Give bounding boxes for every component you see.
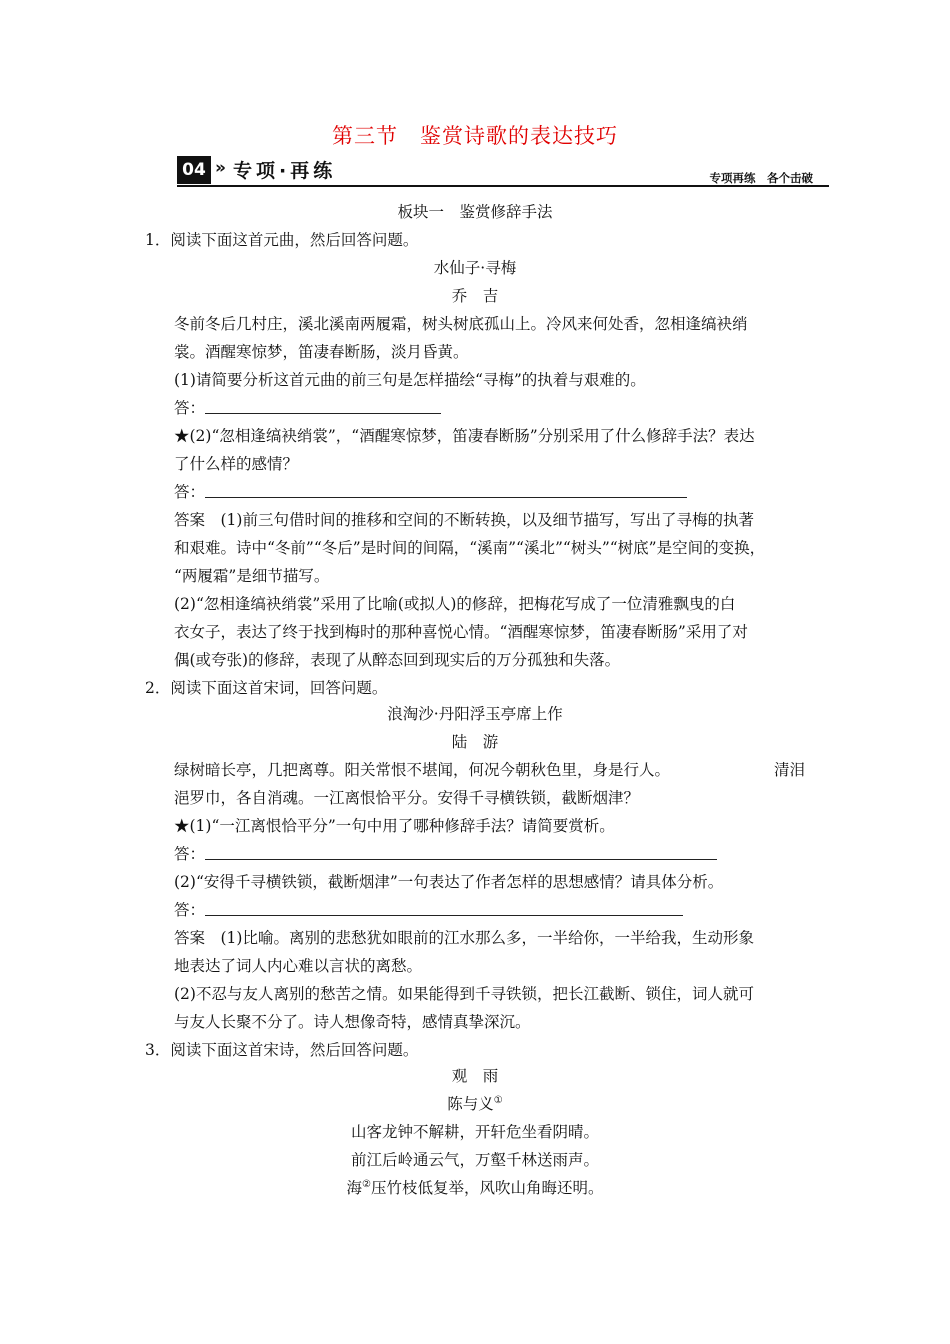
q3-line3-rest: 压竹枝低复举，风吹山角晦还明。	[370, 1179, 604, 1197]
q2-author: 陆 游	[451, 733, 499, 751]
banner-rule	[177, 185, 829, 187]
banner-number: 04	[177, 156, 211, 184]
q1-answer-line-1	[174, 396, 441, 418]
section-title: 板块一 鉴赏修辞手法	[397, 203, 553, 221]
q1-intro: 1．阅读下面这首元曲，然后回答问题。	[145, 231, 419, 249]
answer-blank[interactable]	[205, 496, 687, 498]
q3-line3-start: 海	[346, 1179, 363, 1197]
q2-answer-text-4: 与友人长聚不分了。诗人想像奇特，感情真挚深沉。	[174, 1013, 531, 1031]
q3-poem-line-2: 前江后岭通云气，万壑千林送雨声。	[350, 1151, 599, 1169]
banner-heading: 专项·再练	[233, 160, 337, 182]
q3-poem-line-3	[0, 1176, 950, 1198]
q1-answer-text-5: 衣女子，表达了终于找到梅时的那种喜悦心情。“酒醒寒惊梦，笛凄春断肠”采用了对	[174, 623, 748, 641]
q1-poem-title: 水仙子·寻梅	[433, 259, 517, 277]
q2-poem-title: 浪淘沙·丹阳浮玉亭席上作	[387, 705, 563, 723]
q2-sub-question-2: (2)“安得千寻横铁锁，截断烟津”一句表达了作者怎样的思想感情？请具体分析。	[174, 873, 724, 891]
q1-poem-line-2: 裳。酒醒寒惊梦，笛凄春断肠，淡月昏黄。	[174, 343, 469, 361]
section-banner	[177, 152, 829, 188]
q2-poem-line-2: 浥罗巾，各自消魂。一江离恨恰平分。安得千寻横铁锁，截断烟津？	[174, 789, 640, 807]
q1-sub-question-1: (1)请简要分析这首元曲的前三句是怎样描绘“寻梅”的执着与艰难的。	[174, 371, 646, 389]
q1-answer-text-4: (2)“忽相逢缟袂绡裳”采用了比喻(或拟人)的修辞，把梅花写成了一位清雅飘曳的白	[174, 595, 736, 613]
q2-intro: 2．阅读下面这首宋词，回答问题。	[145, 679, 388, 697]
q1-author: 乔 吉	[451, 287, 499, 305]
q2-poem-line-1: 绿树暗长亭，几把离尊。阳关常恨不堪闻，何况今朝秋色里，身是行人。	[174, 761, 671, 779]
q1-answer-text-1: 答案 (1)前三句借时间的推移和空间的不断转换，以及细节描写，写出了寻梅的执著	[174, 511, 754, 529]
q1-sub-question-2-line-1: ★(2)“忽相逢缟袂绡裳”，“酒醒寒惊梦，笛凄春断肠”分别采用了什么修辞手法？表达	[174, 427, 755, 445]
answer-label: 答：	[174, 399, 206, 417]
page-title: 第三节 鉴赏诗歌的表达技巧	[332, 124, 618, 148]
banner-right-text: 专项再练 各个击破	[709, 171, 813, 185]
answer-label: 答：	[174, 483, 206, 501]
q2-answer-text-1: 答案 (1)比喻。离别的悲愁犹如眼前的江水那么多，一半给你，一半给我，生动形象	[174, 929, 754, 947]
q2-answer-text-3: (2)不忍与友人离别的愁苦之情。如果能得到千寻铁锁，把长江截断、锁住，词人就可	[174, 985, 754, 1003]
q2-sub-question-1: ★(1)“一江离恨恰平分”一句中用了哪种修辞手法？请简要赏析。	[174, 817, 615, 835]
q3-line3-footnote-mark: ②	[362, 1178, 371, 1190]
q3-author-line	[0, 1092, 950, 1114]
q2-poem-line-1-end: 清泪	[774, 761, 806, 779]
q3-author: 陈与义	[447, 1095, 494, 1113]
q2-answer-line-2	[174, 898, 683, 920]
q3-author-footnote-mark: ①	[493, 1094, 503, 1106]
q1-poem-line-1: 冬前冬后几村庄，溪北溪南两履霜，树头树底孤山上。冷风来何处香，忽相逢缟袂绡	[174, 315, 748, 333]
q2-answer-text-2: 地表达了词人内心难以言状的离愁。	[174, 957, 423, 975]
answer-blank[interactable]	[205, 858, 717, 860]
q1-sub-question-2-line-2: 了什么样的感情？	[174, 455, 299, 473]
answer-label: 答：	[174, 901, 206, 919]
banner-arrow: »	[215, 158, 226, 178]
q3-intro: 3．阅读下面这首宋诗，然后回答问题。	[145, 1041, 419, 1059]
q1-answer-text-3: “两履霜”是细节描写。	[174, 567, 330, 585]
answer-blank[interactable]	[205, 914, 683, 916]
q3-poem-title: 观 雨	[451, 1067, 499, 1085]
q1-answer-line-2	[174, 480, 687, 502]
q3-poem-line-1: 山客龙钟不解耕，开轩危坐看阴晴。	[350, 1123, 599, 1141]
q1-answer-text-6: 偶(或夸张)的修辞，表现了从醉态回到现实后的万分孤独和失落。	[174, 651, 621, 669]
q2-answer-line-1	[174, 842, 717, 864]
q1-answer-text-2: 和艰难。诗中“冬前”“冬后”是时间的间隔，“溪南”“溪北”“树头”“树底”是空间的变换，	[174, 539, 766, 557]
answer-label: 答：	[174, 845, 206, 863]
answer-blank[interactable]	[205, 412, 441, 414]
